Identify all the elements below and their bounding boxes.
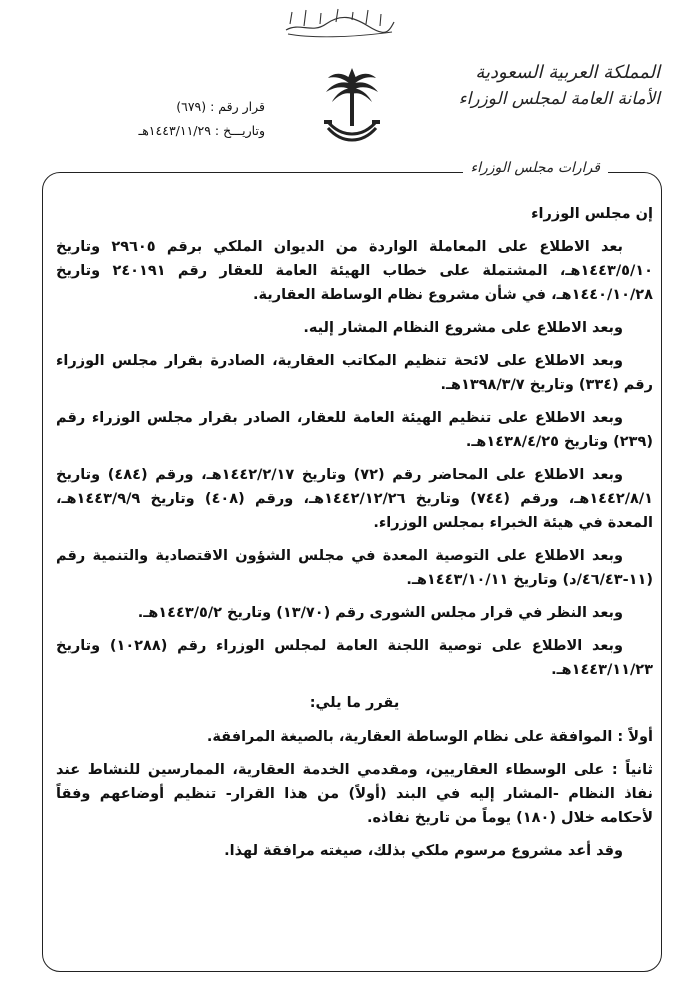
decision-date: وتاريـــخ : ١٤٤٣/١١/٢٩هـ [138, 123, 265, 138]
paragraph: وبعد الاطلاع على توصية اللجنة العامة لمجلس الوزراء رقم (١٠٢٨٨) وتاريخ ١٤٤٣/١١/٢٣هـ. [56, 638, 653, 678]
closing-line: وقد أعد مشروع مرسوم ملكي بذلك، صيغته مرافقة لهذا. [224, 843, 623, 859]
decides-heading: يقرر ما يلي: [309, 695, 400, 711]
saudi-emblem-icon [322, 62, 382, 148]
paragraph: وبعد الاطلاع على المحاضر رقم (٧٢) وتاريخ ١٤٤٢/٢/١٧هـ، ورقم (٤٨٤) وتاريخ ١٤٤٢/٨/١هـ، ورقم (٧٤٤) وتاريخ ١٤٤٢/١٢/٢٦هـ، ورقم (٤٠٨) وتاريخ ١٤٤٣/٩/٩هـ، المعدة في هيئة الخبراء بمجلس الوزراء. [56, 467, 654, 531]
decision-body [56, 202, 653, 872]
clause-first: أولاً : الموافقة على نظام الوساطة العقارية، بالصيغة المرافقة. [206, 729, 653, 745]
clause-second: ثانياً : على الوسطاء العقاريين، ومقدمي الخدمة العقارية، الممارسين للنشاط عند نفاذ النظام -المشار إليه في البند (أولاً) من هذا القرار- تنظيم أوضاعهم وفقاً لأحكامه خلال (١٨٠) يوماً من تاريخ نفاذه. [56, 762, 653, 826]
opening-line: إن مجلس الوزراء [531, 206, 653, 222]
paragraph: وبعد الاطلاع على لائحة تنظيم المكاتب العقارية، الصادرة بقرار مجلس الوزراء رقم (٣٣٤) وتاريخ ١٣٩٨/٣/٧هـ. [56, 353, 653, 393]
paragraph: وبعد الاطلاع على تنظيم الهيئة العامة للعقار، الصادر بقرار مجلس الوزراء رقم (٢٣٩) وتاريخ ١٤٣٨/٤/٢٥هـ. [56, 410, 653, 450]
paragraph: بعد الاطلاع على المعاملة الواردة من الديوان الملكي برقم ٢٩٦٠٥ وتاريخ ١٤٤٣/٥/١٠هـ، المشتملة على خطاب الهيئة العامة للعقار رقم ٢٤٠١٩١ وتاريخ ١٤٤٠/١٠/٢٨هـ، في شأن مشروع نظام الوساطة العقارية. [56, 239, 653, 303]
decision-number: قرار رقم : (٦٧٩) [176, 99, 265, 114]
secretariat-name: الأمانة العامة لمجلس الوزراء [458, 89, 660, 109]
decisions-label: قرارات مجلس الوزراء [463, 160, 608, 176]
paragraph: وبعد النظر في قرار مجلس الشورى رقم (١٣/٧٠) وتاريخ ١٤٤٣/٥/٢هـ. [137, 605, 623, 621]
decision-reference [95, 95, 265, 143]
bismillah-calligraphy [280, 4, 400, 40]
paragraph: وبعد الاطلاع على مشروع النظام المشار إليه. [303, 320, 623, 336]
kingdom-name: المملكة العربية السعودية [475, 62, 660, 83]
letterhead [440, 60, 660, 112]
paragraph: وبعد الاطلاع على التوصية المعدة في مجلس الشؤون الاقتصادية والتنمية رقم (١١-٤٦/٤٣/د) وتاريخ ١٤٤٣/١٠/١١هـ. [56, 548, 653, 588]
